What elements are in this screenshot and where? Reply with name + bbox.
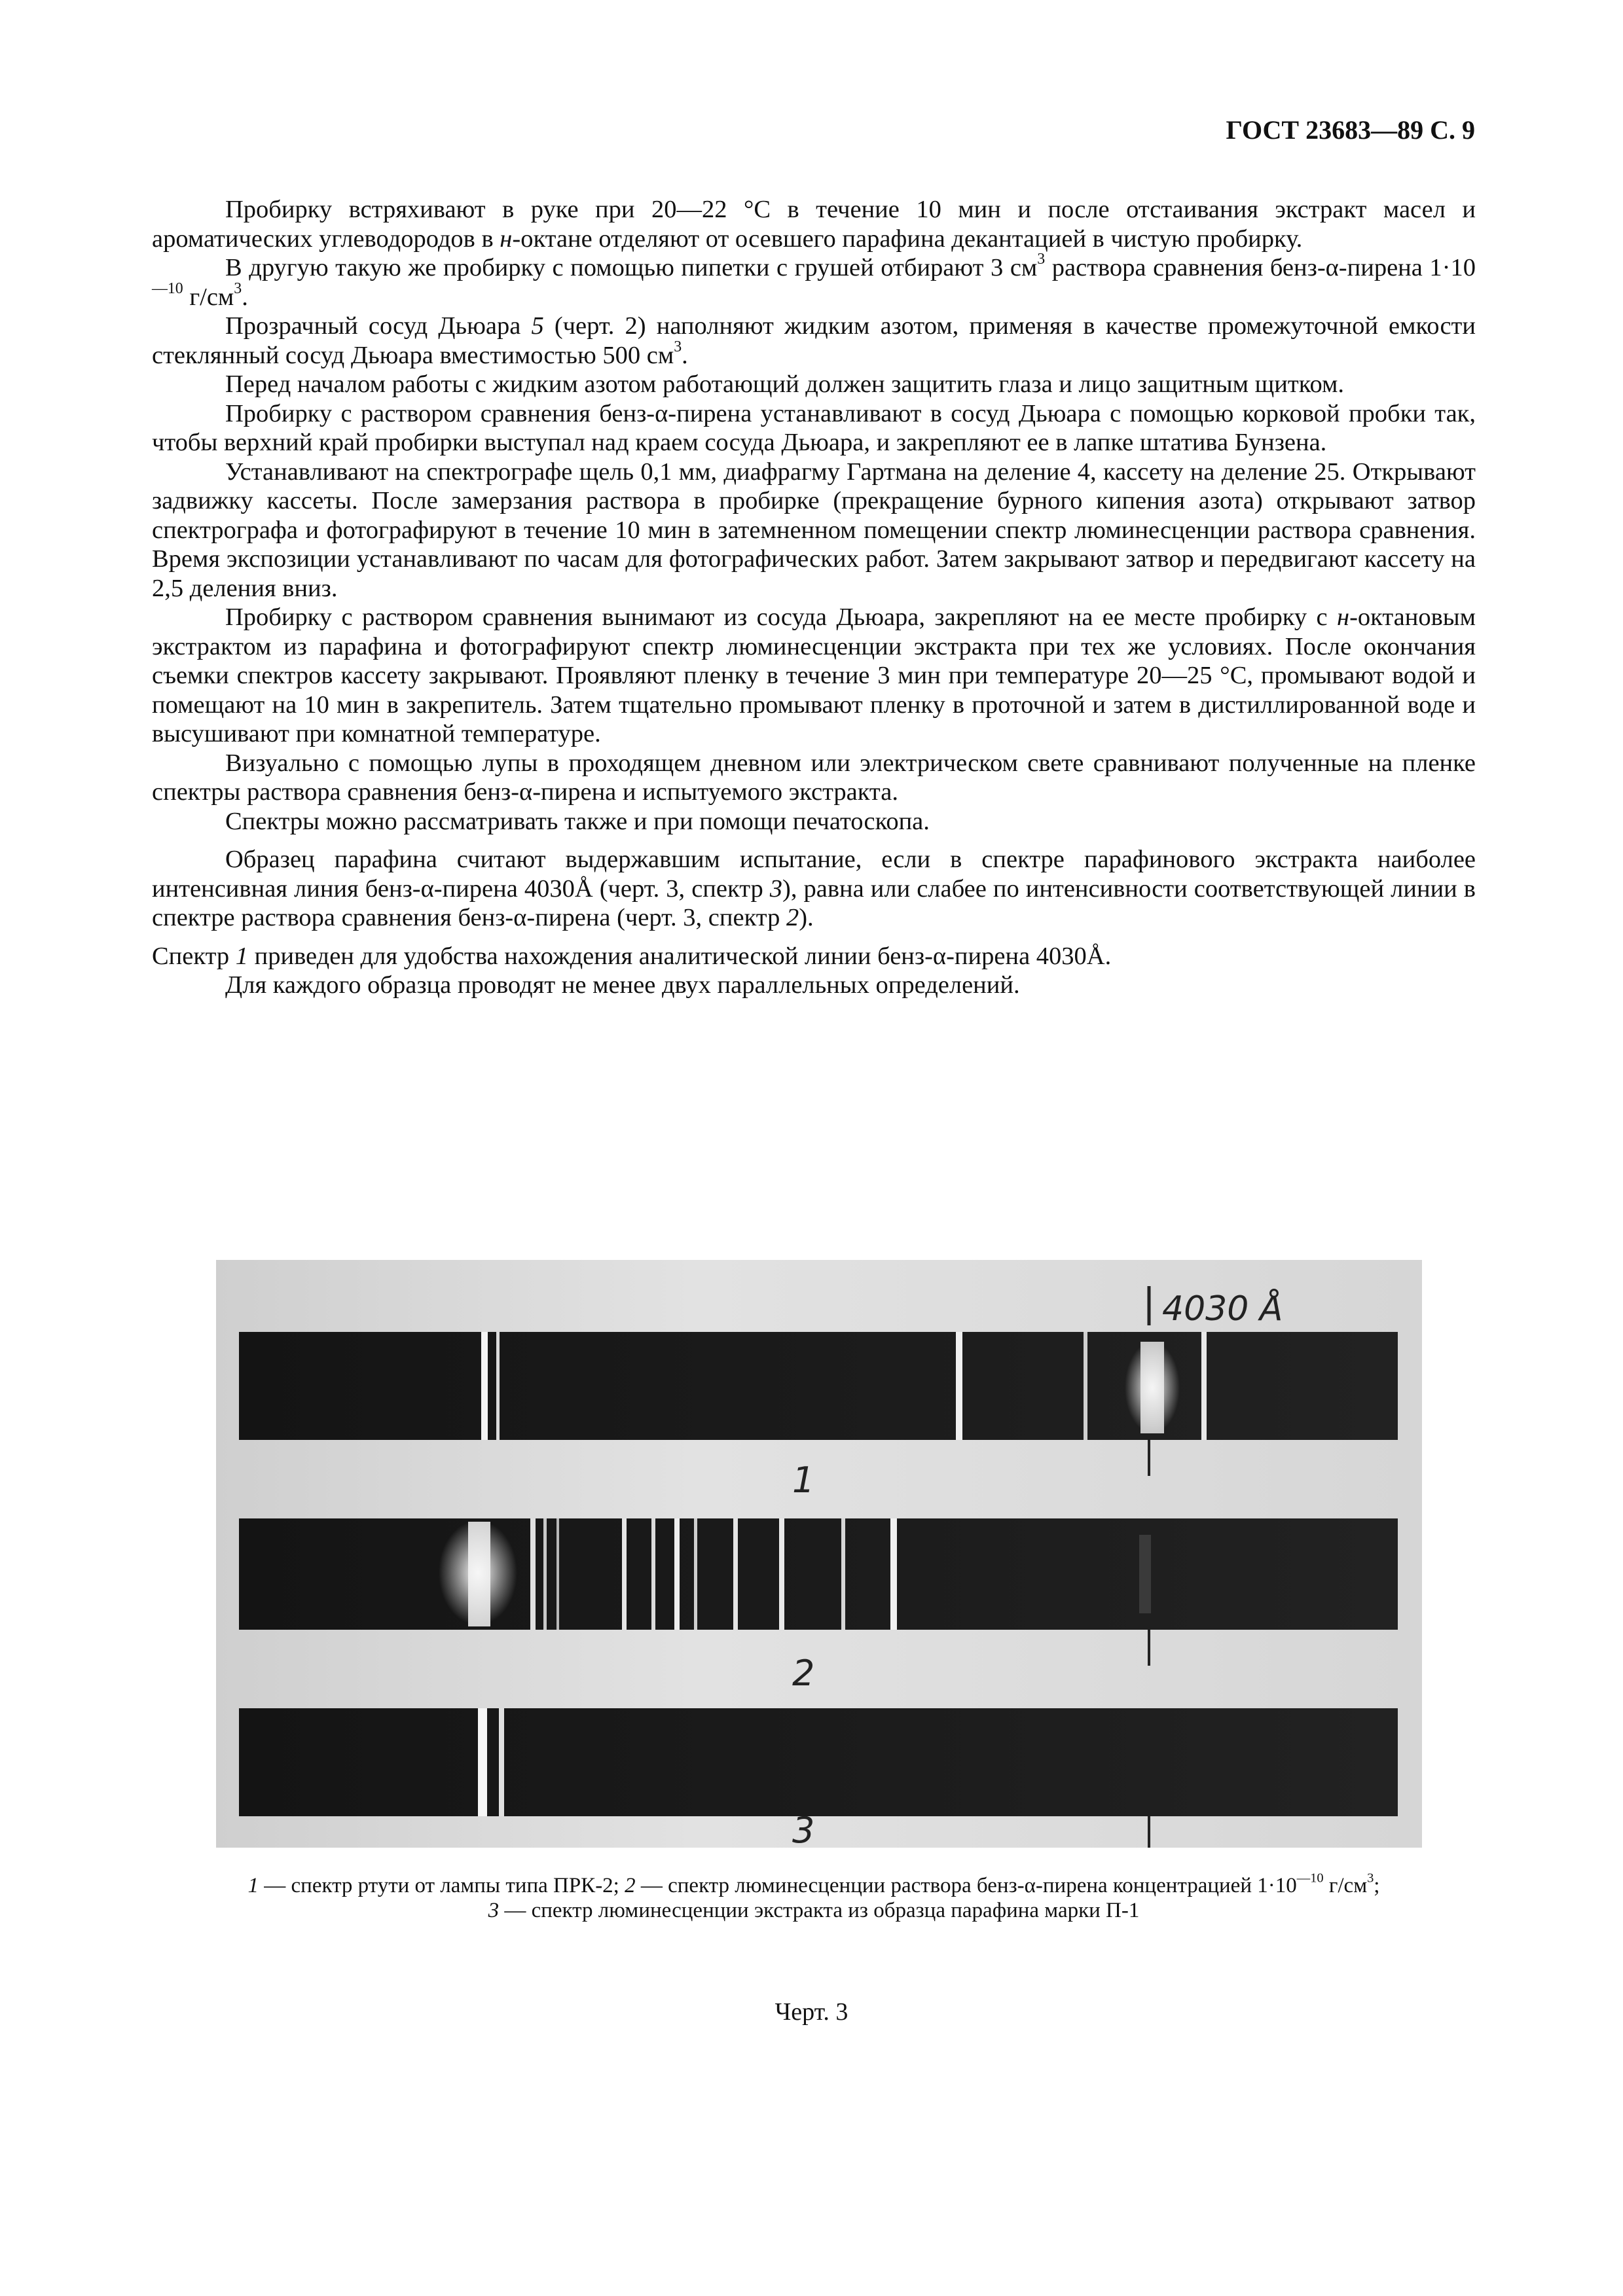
figure-caption <box>152 1873 1476 1923</box>
paragraph-5: Пробирку с раствором сравнения бенз-α-пирена устанавливают в сосуд Дьюара с помощью корковой пробки так, чтобы верхний край пробирки выступал над краем сосуда Дьюара, и закрепляют ее в лапке штатива Бунзена. <box>152 399 1476 456</box>
strip-label-3: 3 <box>792 1810 815 1848</box>
paragraph-6: Устанавливают на спектрографе щель 0,1 мм, диафрагму Гартмана на деление 4, кассету на деление 25. Открывают задвижку кассеты. После замерзания раствора в пробирке (прекращение бурного кипения азота) открывают затвор спектрографа и фотографируют в течение 10 мин в затемненном помещении спектр люминесценции раствора сравнения. Время экспозиции устанавливают по часам для фотографических работ. Затем закрывают затвор и передвигают кассету на 2,5 деления вниз. <box>152 457 1476 602</box>
spectra-photo <box>216 1260 1422 1848</box>
page-header: ГОСТ 23683—89 С. 9 <box>1226 115 1475 145</box>
spectrum-strip-3 <box>239 1708 1398 1848</box>
strip-label-2: 2 <box>792 1653 815 1694</box>
wavelength-marker <box>1149 1286 1283 1329</box>
paragraph-7: Пробирку с раствором сравнения вынимают из сосуда Дьюара, закрепляют на ее месте пробирку с н-октановым экстрактом из парафина и фотографируют спектр люминесценции экстракта при тех же условиях. После окончания съемки спектров кассету закрывают. Проявляют пленку в течение 3 мин при температуре 20—25 °С, промывают водой и помещают на 10 мин в закрепитель. Затем тщательно промывают пленку в проточной и затем в дистиллированной воде и высушивают при комнатной температуре. <box>152 603 1476 747</box>
paragraph-2: В другую такую же пробирку с помощью пипетки с грушей отбирают 3 $см^3$ раствора сравнения бенз-α-пирена $1\cdot 10^{—10}$ $г/см^3$. <box>152 251 1476 311</box>
caption-line-2: 3 — спектр люминесценции экстракта из образца парафина марки П-1 <box>488 1899 1140 1922</box>
paragraph-12: Для каждого образца проводят не менее двух параллельных определений. <box>225 971 1020 999</box>
paragraph-10: Образец парафина считают выдержавшим испытание, если в спектре парафинового экстракта наиболее интенсивная линия бенз-α-пирена 4030Å (черт. 3, спектр 3), равна или слабее по интенсивности соответствующей линии в спектре раствора сравнения бенз-α-пирена (черт. 3, спектр 2). <box>152 846 1476 931</box>
strip-label-1: 1 <box>792 1460 815 1501</box>
paragraph-4: Перед началом работы с жидким азотом работающий должен защитить глаза и лицо защитным щитком. <box>225 370 1344 398</box>
paragraph-8: Визуально с помощью лупы в проходящем дневном или электрическом свете сравнивают полученные на пленке спектры раствора сравнения бенз-α-пирена и испытуемого экстракта. <box>152 749 1476 806</box>
wavelength-label: 4030 Å <box>1162 1289 1283 1329</box>
paragraph-9: Спектры можно рассматривать также и при помощи печатоскопа. <box>225 807 930 835</box>
figure-label: Черт. 3 <box>775 1998 848 2026</box>
paragraph-11: Спектр 1 приведен для удобства нахождения аналитической линии бенз-α-пирена 4030Å. <box>152 942 1112 970</box>
spectrum-strip-2 <box>239 1518 1398 1694</box>
spectrum-strip-1 <box>239 1332 1398 1501</box>
paragraph-3: Прозрачный сосуд Дьюара 5 (черт. 2) наполняют жидким азотом, применяя в качестве промежуточной емкости стеклянный сосуд Дьюара вместимостью 500 $см^3$. <box>152 312 1476 369</box>
paragraph-1: Пробирку встряхивают в руке при 20—22 °С в течение 10 мин и после отстаивания экстракт масел и ароматических углеводородов в н-октане отделяют от осевшего парафина декантацией в чистую пробирку. <box>152 196 1476 253</box>
caption-line-1: 1 — спектр ртути от лампы типа ПРК-2; 2 — спектр люминесценции раствора бенз-α-пирена концентрацией $1\cdot 10^{—10}$ $г/см^3$; <box>247 1871 1380 1897</box>
body-text <box>152 195 1476 1000</box>
